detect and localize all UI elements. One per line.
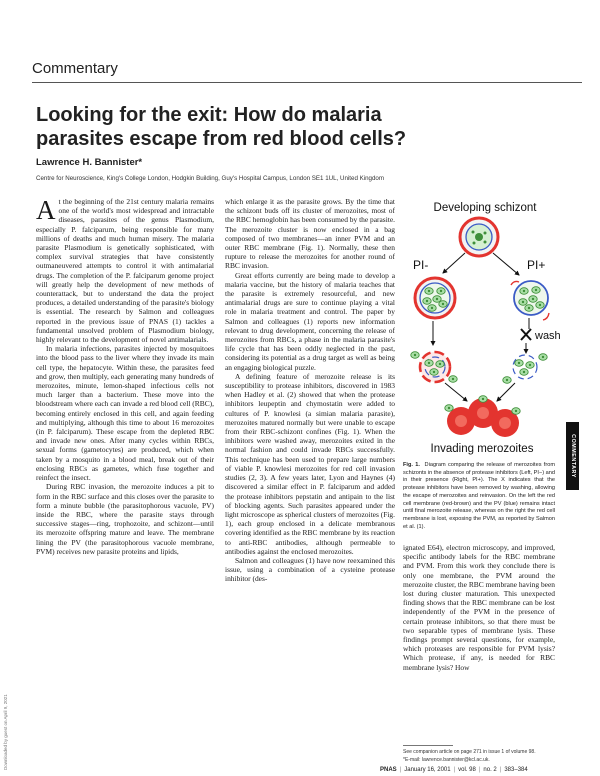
- footnote-email: *E-mail: lawrence.bannister@kcl.ac.uk.: [403, 757, 490, 763]
- schizont-diagram: [403, 195, 561, 457]
- footnote-companion: See companion article on page 271 in issue 1 of volume 98.: [403, 749, 536, 755]
- section-label: Commentary: [32, 60, 118, 77]
- arrow: [497, 383, 515, 401]
- arrow: [445, 383, 467, 401]
- label-pi-minus: PI-: [413, 258, 429, 272]
- paragraph: Great efforts currently are being made to develop a malaria vaccine, but the history of malaria teaches that the parasite is extremely resourceful, and new antimalarial drugs are sure to continue playing a vital role in malaria treatment and control. The paper by Salmon and colleagues (1) reports new information relevant to drug development, concerning the release of merozoites from RBCs, a phase in the malaria parasite's life cycle that has been oddly neglected in the past, considering its potential as a drug target as well as being an engaging biological puzzle.: [225, 270, 395, 372]
- figure-bottom-label: Invading merozoites: [430, 443, 534, 455]
- schizont-pi-minus: [415, 278, 455, 318]
- rupturing-schizont: [411, 352, 457, 383]
- caption-text: Diagram comparing the release of merozoites from schizonts in the absence of protease inhibitors (Left, PI−) and in their presence (Right, PI+). The X indicates that the protease inhibitors have been removed by washing, allowing the escape of merozoites and reinvasion. On the left the red cell membrane (red-brown) and the PV (blue) remains intact until final merozoite release, whereas on the right the red cell membrane is lost, exposing the PVM, as reported by Salmon et al. (1).: [403, 462, 555, 530]
- wash-label: wash: [535, 330, 561, 342]
- download-margin-note: Downloaded by guest on April 9, 2021: [3, 694, 8, 770]
- header-rule: [32, 82, 582, 83]
- article-title: Looking for the exit: How do malaria parasites escape from red blood cells?: [36, 104, 407, 150]
- paragraph: In malaria infections, parasites injected by mosquitoes into the blood pass to the liver where they invade its main cell type, the hepatocyte. Within these, the parasites feed and grow, then multiply, each generating many hundreds of merozoites, minute, lemon-shaped infectious cells not much larger than a bacterium. These move into the bloodstream where each can invade a red blood cell (RBC), becoming entirely enclosed in this cell, and again feeding and multiplying, although this time to about 16 merozoites (in P. falciparum). These escape from the depleted RBC and invade new ones. After many cycles within RBCs, sexual forms (gametocytes) are produced, which when taken by a mosquito in a blood meal, break out of their enclosing RBCs as gametes, which fuse together and reinfect the insect.: [36, 344, 214, 483]
- journal-name: PNAS: [380, 767, 397, 773]
- paragraph: Salmon and colleagues (1) have now reexamined this issue, using a combination of a cysteine protease inhibitor (des-: [225, 555, 395, 584]
- label-pi-plus: PI+: [527, 258, 546, 272]
- arrow: [443, 253, 465, 273]
- released-merozoites: [503, 354, 547, 384]
- schizont-pi-plus: [511, 281, 549, 320]
- page-footer: PNAS | January 16, 2001 | vol. 98 | no. 2 | 383–384: [380, 767, 528, 773]
- body-column-2: [225, 197, 395, 737]
- paragraph: At the beginning of the 21st century malaria remains one of the world's most widespread and intractable diseases, parasites of the genus Plasmodium, especially P. falciparum, being responsible for many millions of deaths and much human misery. The malaria parasite Plasmodium is genetically sophisticated, with complex survival strategies that have consistently outmaneuvered attempts to control it with antimalarial drugs. The completion of the P. falciparum genome project will greatly help the development of new methods of counterattack, but to understand the data the project produces, a detailed understanding of the parasite's biology is essential. The research by Salmon and colleagues reported in the previous issue of PNAS (1) tackles a fundamental unsolved problem of Plasmodium biology, highly relevant to the development of novel antimalarials.: [36, 197, 214, 345]
- page-range: 383–384: [504, 767, 528, 773]
- invaded-rbc-cluster: [445, 396, 520, 437]
- figure-1: [403, 195, 561, 457]
- body-column-1: [36, 197, 214, 737]
- wash-x-mark: [521, 329, 531, 340]
- paragraph: A defining feature of merozoite release is its susceptibility to protease inhibitors, discovered in 1983 when Hadley et al. (2) showed that when the protease inhibitors leupeptin and chymostatin were added to cultures of P. knowlesi (a simian malaria parasite), merozoites matured normally but were unable to escape from their RBC-schizont confines (Fig. 1). When the inhibitors were washed away, merozoites exited in the normal fashion and could invade RBCs successfully. This technique has been used to prepare large numbers of viable P. knowlesi merozoites for red cell invasion studies (2, 3). A few years later, Lyon and Haynes (4) discovered a similar effect in P. falciparum and added the protease inhibitors pepstatin and antipain to the list of blocking agents. Such parasites appeared under the light microscope as spherical clusters of merozoites (Fig. 1), each group enclosed in a delicate membranous covering identified as the RBC membrane by its reaction to anti-RBC antibodies, although permeable to antibodies against the enclosed merozoites.: [225, 371, 395, 556]
- author-affiliation: Centre for Neuroscience, King's College London, Hodgkin Building, Guy's Hospital Campus, London SE1 1UL, United Kingdom: [36, 175, 385, 182]
- arrow: [493, 253, 519, 275]
- paragraph: ignated E64), electron microscopy, and improved, specific antibody labels for the RBC membrane and PVM. From this work they conclude there is only one membrane, the PVM around the merozoite cluster, the RBC membrane having been lost during cluster maturation. This unexpected finding shows that the RBC membrane can be lost independently of the PVM in the presence of certain protease inhibitors, so that there must be two separable types of membrane lysis. These findings prompt several questions, for example, which proteases are responsible for PVM lysis? Which protease, if any, is needed for RBC membrane lysis? How: [403, 543, 555, 672]
- developing-schizont-cell: [460, 218, 498, 256]
- paragraph: which enlarge it as the parasite grows. By the time that the schizont buds off its cluster of merozoites, most of the RBC hemoglobin has been consumed by the parasite. The merozoite cluster is now enclosed in a bag composed of two membranes—an inner PVM and an outer RBC membrane (Fig. 1). Normally, these then rupture to release the merozoites for another round of RBC invasion.: [225, 197, 395, 271]
- paragraph: During RBC invasion, the merozoite induces a pit to form in the RBC surface and this closes over the parasite to form a minute bubble (the parasitophorous vacuole, PV) inside the RBC, where the parasite stays through successive stages—ring, trophozoite, and schizont—until its merozoite offspring mature and leave. The membrane lining the PV (the parasitophorous vacuole membrane, PVM) receives new parasite proteins and lipids,: [36, 482, 214, 556]
- body-column-3: [403, 543, 555, 741]
- commentary-side-tab: COMMENTARY: [566, 422, 579, 490]
- issue-number: no. 2: [483, 767, 497, 773]
- caption-label: Fig. 1.: [403, 462, 420, 468]
- drop-cap: A: [36, 197, 56, 225]
- footnote-rule: [403, 745, 453, 746]
- figure-top-label: Developing schizont: [433, 202, 537, 214]
- volume: vol. 98: [458, 767, 476, 773]
- issue-date: January 16, 2001: [404, 767, 451, 773]
- figure-caption: [403, 462, 555, 531]
- author-name: Lawrence H. Bannister*: [36, 157, 143, 168]
